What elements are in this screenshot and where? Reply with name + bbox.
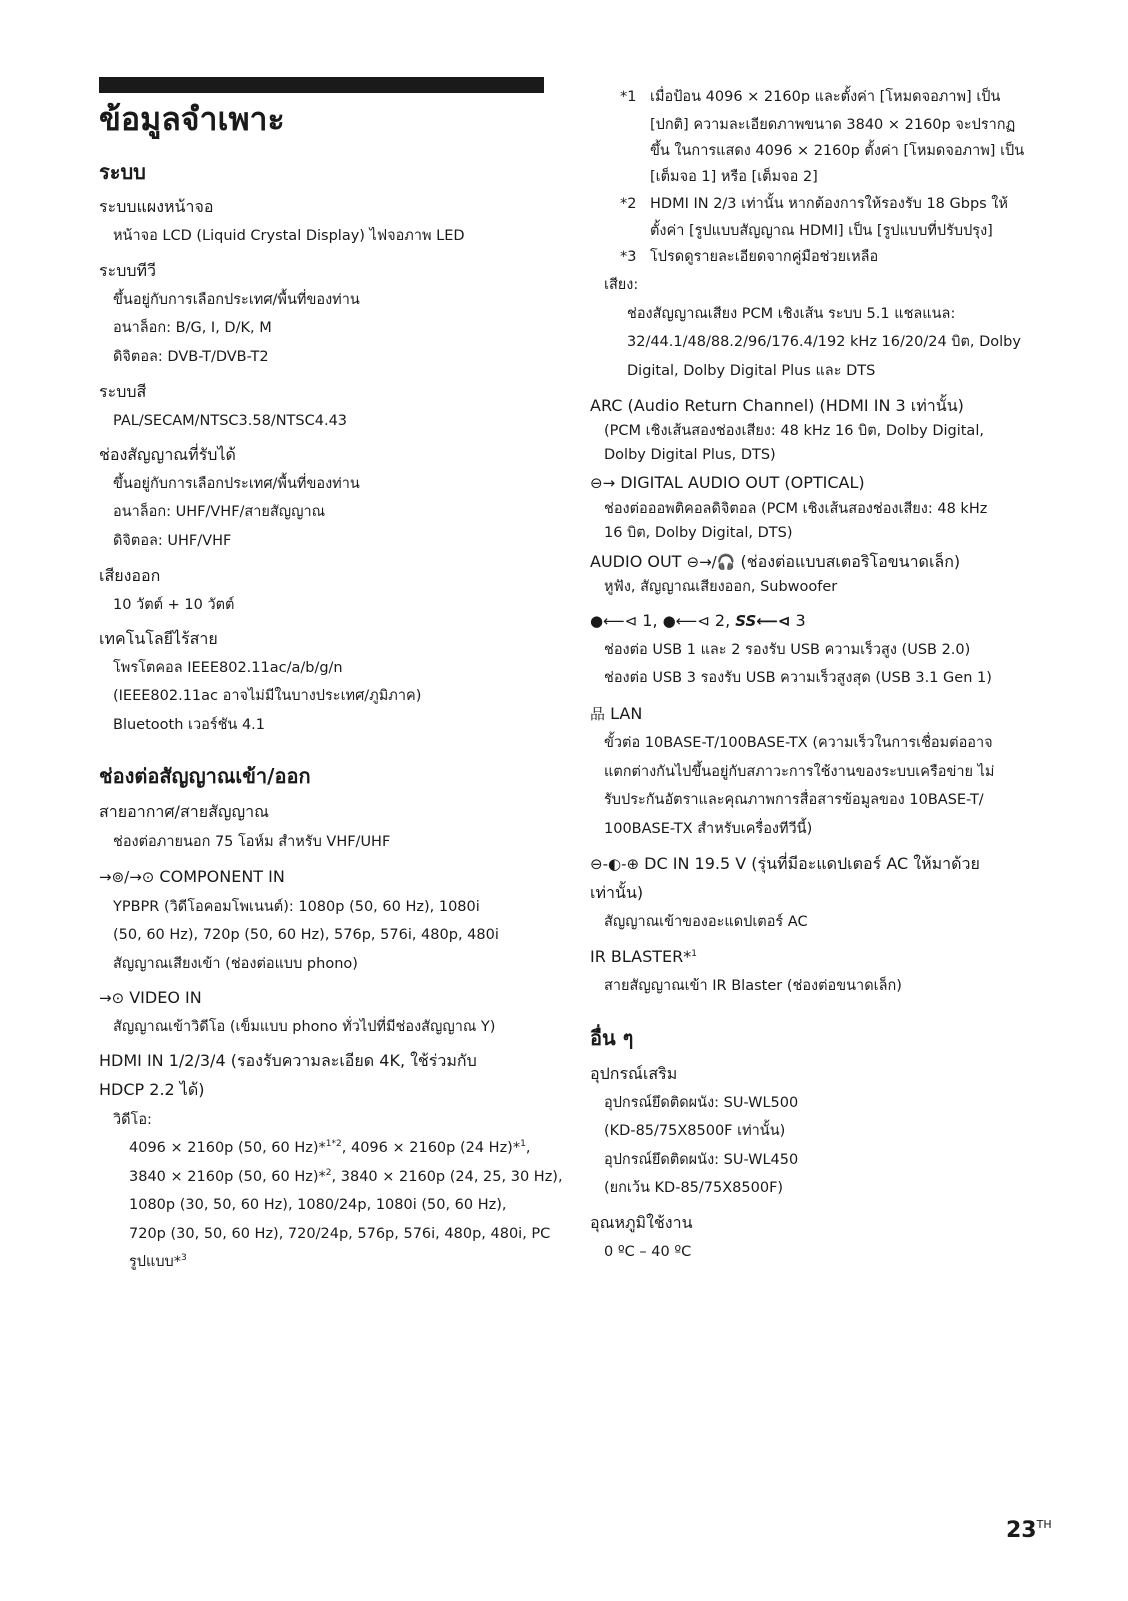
lan-line: แตกต่างกันไปขึ้นอยู่กับสภาวะการใช้งานของระบบเครือข่าย ไม่ bbox=[604, 764, 995, 780]
wireless-line: Bluetooth เวอร์ชัน 4.1 bbox=[113, 717, 266, 733]
video-in-heading bbox=[99, 987, 202, 1009]
color-system-value: PAL/SECAM/NTSC3.58/NTSC4.43 bbox=[113, 413, 348, 429]
antenna-value: ช่องต่อภายนอก 75 โอห์ม สำหรับ VHF/UHF bbox=[113, 834, 391, 850]
hdmi-label: HDMI IN 1/2/3/4 (รองรับความละเอียด 4K, ใช้ร่วมกับ bbox=[99, 1051, 477, 1070]
dc-polarity-icon: ⊖-◐-⊕ bbox=[590, 855, 640, 873]
color-system-label: ระบบสี bbox=[99, 382, 147, 401]
usb-icon: ●⟵⊲ bbox=[590, 612, 638, 630]
arc-line: (PCM เชิงเส้นสองช่องเสียง: 48 kHz 16 บิต, Dolby Digital, bbox=[604, 423, 984, 439]
usb-line: ช่องต่อ USB 1 และ 2 รองรับ USB ความเร็วสูง (USB 2.0) bbox=[604, 642, 971, 658]
lan-network-icon: 品 bbox=[590, 705, 606, 723]
wireless-label: เทคโนโลยีไร้สาย bbox=[99, 629, 218, 648]
accessory-line: อุปกรณ์ยึดติดผนัง: SU-WL500 bbox=[604, 1095, 799, 1111]
video-in-label: VIDEO IN bbox=[129, 988, 202, 1007]
footnote-ref: 2 bbox=[325, 1168, 332, 1178]
tv-system-line: อนาล็อก: B/G, I, D/K, M bbox=[113, 320, 272, 336]
optical-line: 16 บิต, Dolby Digital, DTS) bbox=[604, 525, 793, 541]
tv-system-line: ขึ้นอยู่กับการเลือกประเทศ/พื้นที่ของท่าน bbox=[113, 292, 360, 308]
wireless-line: (IEEE802.11ac อาจไม่มีในบางประเทศ/ภูมิภาค) bbox=[113, 688, 422, 704]
dc-in-heading: ⊖-◐-⊕ DC IN 19.5 V (รุ่นที่มีอะแดปเตอร์ AC ให้มาด้วย bbox=[590, 854, 980, 873]
dc-in-label: เท่านั้น) bbox=[590, 883, 644, 902]
wireless-line: โพรโตคอล IEEE802.11ac/a/b/g/n bbox=[113, 660, 343, 676]
hdmi-format-line: 3840 × 2160p (50, 60 Hz)*$^2$, 3840 × 2160p (24, 25, 30 Hz), bbox=[129, 1168, 563, 1185]
accessory-label: อุปกรณ์เสริม bbox=[590, 1064, 678, 1083]
footnote-line: [เต็มจอ 1] หรือ [เต็มจอ 2] bbox=[650, 169, 818, 185]
optical-label: DIGITAL AUDIO OUT (OPTICAL) bbox=[620, 473, 865, 492]
sound-output-label: เสียงออก bbox=[99, 566, 161, 585]
accessory-line: (ยกเว้น KD-85/75X8500F) bbox=[604, 1180, 784, 1196]
optical-line: ช่องต่อออพติคอลดิจิตอล (PCM เชิงเส้นสองช่องเสียง: 48 kHz bbox=[604, 501, 988, 517]
page-language: TH bbox=[1036, 1518, 1052, 1531]
ir-blaster-value: สายสัญญาณเข้า IR Blaster (ช่องต่อขนาดเล็ก) bbox=[604, 978, 902, 994]
arc-label: ARC (Audio Return Channel) (HDMI IN 3 เท่านั้น) bbox=[590, 396, 964, 415]
lan-heading bbox=[590, 703, 642, 725]
video-in-value: สัญญาณเข้าวิดีโอ (เข็มแบบ phono ทั่วไปที่มีช่องสัญญาณ Y) bbox=[113, 1019, 496, 1035]
component-input-icon: →⊚/→⊙ bbox=[99, 868, 155, 886]
hdmi-format-line: 1080p (30, 50, 60 Hz), 1080/24p, 1080i (50, 60 Hz), bbox=[129, 1197, 507, 1213]
hdmi-label: HDCP 2.2 ได้) bbox=[99, 1080, 205, 1099]
audio-line: 32/44.1/48/88.2/96/176.4/192 kHz 16/20/24 บิต, Dolby bbox=[627, 334, 1021, 350]
audio-out-value: หูฟัง, สัญญาณเสียงออก, Subwoofer bbox=[604, 579, 838, 595]
hdmi-format-line: 720p (30, 50, 60 Hz), 720/24p, 576p, 576i, 480p, 480i, PC bbox=[129, 1226, 551, 1242]
channel-line: อนาล็อก: UHF/VHF/สายสัญญาณ bbox=[113, 504, 326, 520]
footnote: *1 เมื่อป้อน 4096 × 2160p และตั้งค่า [โหมดจอภาพ] เป็น bbox=[620, 89, 1001, 105]
hdmi-format-line: รูปแบบ*$^3$ bbox=[129, 1253, 187, 1270]
component-line: สัญญาณเสียงเข้า (ช่องต่อแบบ phono) bbox=[113, 956, 358, 972]
channel-line: ดิจิตอล: UHF/VHF bbox=[113, 533, 232, 549]
audio-out-heading: AUDIO OUT ⊖→/🎧 (ช่องต่อแบบสเตอริโอขนาดเล็ก) bbox=[590, 552, 961, 571]
antenna-label: สายอากาศ/สายสัญญาณ bbox=[99, 802, 269, 821]
footnote-line: ขึ้น ในการแสดง 4096 × 2160p ตั้งค่า [โหมดจอภาพ] เป็น bbox=[650, 143, 1025, 159]
component-line: (50, 60 Hz), 720p (50, 60 Hz), 576p, 576i, 480p, 480i bbox=[113, 927, 499, 943]
section-other-heading: อื่น ๆ bbox=[590, 1026, 634, 1050]
accessory-line: อุปกรณ์ยึดติดผนัง: SU-WL450 bbox=[604, 1152, 799, 1168]
component-in-label: COMPONENT IN bbox=[159, 867, 285, 886]
usb-superspeed-icon: SS⟵⊲ bbox=[735, 612, 791, 630]
hdmi-video-label: วิดีโอ: bbox=[113, 1112, 152, 1128]
tv-system-line: ดิจิตอล: DVB-T/DVB-T2 bbox=[113, 349, 269, 365]
section-io-heading: ช่องต่อสัญญาณเข้า/ออก bbox=[99, 764, 311, 788]
footnote: *3 โปรดดูรายละเอียดจากคู่มือช่วยเหลือ bbox=[620, 249, 879, 265]
section-system-heading: ระบบ bbox=[99, 160, 146, 184]
page-number: 23TH bbox=[1006, 1518, 1052, 1543]
component-line: YPBPR (วิดีโอคอมโพเนนต์): 1080p (50, 60 Hz), 1080i bbox=[113, 899, 480, 915]
temperature-label: อุณหภูมิใช้งาน bbox=[590, 1213, 693, 1232]
tv-system-label: ระบบทีวี bbox=[99, 261, 157, 280]
panel-label: ระบบแผงหน้าจอ bbox=[99, 197, 214, 216]
audio-out-icon: ⊖→/🎧 bbox=[686, 553, 736, 571]
usb-heading: ●⟵⊲ 1, ●⟵⊲ 2, SS⟵⊲ 3 bbox=[590, 611, 806, 630]
footnote-line: [ปกติ] ความละเอียดภาพขนาด 3840 × 2160p จะปรากฏ bbox=[650, 117, 1016, 133]
optical-heading bbox=[590, 472, 865, 494]
dc-in-value: สัญญาณเข้าของอะแดปเตอร์ AC bbox=[604, 914, 808, 930]
accessory-line: (KD-85/75X8500F เท่านั้น) bbox=[604, 1123, 786, 1139]
footnote-ref: 1*2 bbox=[325, 1139, 342, 1149]
lan-label: LAN bbox=[610, 704, 643, 723]
audio-label: เสียง: bbox=[604, 277, 639, 293]
arc-line: Dolby Digital Plus, DTS) bbox=[604, 447, 776, 463]
footnote: *2 HDMI IN 2/3 เท่านั้น หากต้องการให้รองรับ 18 Gbps ให้ bbox=[620, 196, 1008, 212]
page-title: ข้อมูลจำเพาะ bbox=[99, 100, 285, 138]
audio-line: Digital, Dolby Digital Plus และ DTS bbox=[627, 363, 876, 379]
panel-value: หน้าจอ LCD (Liquid Crystal Display) ไฟจอภาพ LED bbox=[113, 228, 465, 244]
lan-line: รับประกันอัตราและคุณภาพการสื่อสารข้อมูลของ 10BASE-T/ bbox=[604, 792, 984, 808]
footnote-line: ตั้งค่า [รูปแบบสัญญาณ HDMI] เป็น [รูปแบบที่ปรับปรุง] bbox=[650, 223, 993, 239]
lan-line: ขั้วต่อ 10BASE-T/100BASE-TX (ความเร็วในการเชื่อมต่ออาจ bbox=[604, 735, 993, 751]
sound-output-value: 10 วัตต์ + 10 วัตต์ bbox=[113, 597, 235, 613]
channel-label: ช่องสัญญาณที่รับได้ bbox=[99, 445, 236, 464]
channel-line: ขึ้นอยู่กับการเลือกประเทศ/พื้นที่ของท่าน bbox=[113, 476, 360, 492]
footnote-ref: 3 bbox=[181, 1253, 187, 1263]
component-in-heading bbox=[99, 866, 285, 888]
optical-output-icon: ⊖→ bbox=[590, 474, 616, 492]
footnote-ref: 1 bbox=[520, 1139, 526, 1149]
usb-line: ช่องต่อ USB 3 รองรับ USB ความเร็วสูงสุด (USB 3.1 Gen 1) bbox=[604, 670, 992, 686]
title-bar bbox=[99, 77, 544, 93]
usb-icon: ●⟵⊲ bbox=[662, 612, 710, 630]
audio-line: ช่องสัญญาณเสียง PCM เชิงเส้น ระบบ 5.1 แชลแนล: bbox=[627, 306, 956, 322]
footnote-ref: 1 bbox=[691, 949, 698, 959]
hdmi-format-line: 4096 × 2160p (50, 60 Hz)*$^{1*2}$, 4096 × 2160p (24 Hz)*$^1$, bbox=[129, 1139, 531, 1156]
temperature-value: 0 ºC – 40 ºC bbox=[604, 1244, 692, 1260]
lan-line: 100BASE-TX สำหรับเครื่องทีวีนี้) bbox=[604, 821, 813, 837]
video-input-icon: →⊙ bbox=[99, 989, 125, 1007]
ir-blaster-heading: IR BLASTER*$^1$ bbox=[590, 947, 698, 966]
